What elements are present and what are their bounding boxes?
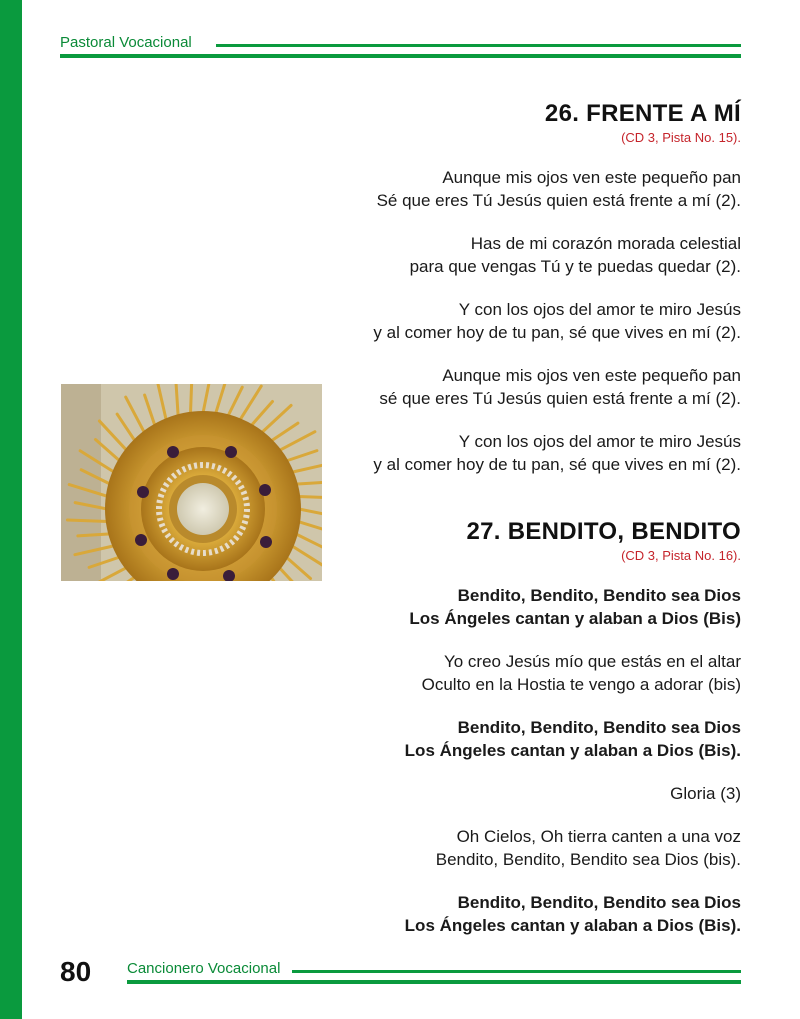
monstrance-ray — [190, 384, 192, 414]
stanza — [373, 232, 741, 278]
stanza — [373, 166, 741, 212]
lyric-line: Bendito, Bendito, Bendito sea Dios — [457, 718, 741, 737]
footer-rule-lower — [127, 980, 741, 984]
stanza — [405, 650, 741, 696]
stanza — [405, 825, 741, 871]
page-number: 80 — [60, 956, 92, 987]
lyric-line: Oculto en la Hostia te vengo a adorar (bis) — [421, 675, 741, 694]
lyric-line: para que vengas Tú y te puedas quedar (2). — [409, 257, 741, 276]
chorus-stanza — [405, 891, 741, 937]
lyric-line: Los Ángeles cantan y alaban a Dios (Bis). — [404, 916, 741, 935]
lyric-line: Has de mi corazón morada celestial — [470, 234, 741, 253]
monstrance-ray — [296, 482, 322, 484]
stanza — [405, 782, 741, 805]
lyric-line: Bendito, Bendito, Bendito sea Dios (bis). — [435, 850, 741, 869]
lyric-line: Yo creo Jesús mío que estás en el altar — [443, 652, 741, 671]
chorus-stanza — [405, 584, 741, 630]
monstrance-ray — [78, 534, 110, 536]
monstrance-photo — [61, 384, 322, 581]
lyric-line: Los Ángeles cantan y alaban a Dios (Bis). — [404, 741, 741, 760]
monstrance-icon — [61, 384, 322, 581]
lyric-line: Bendito, Bendito, Bendito sea Dios — [457, 586, 741, 605]
lyric-line: Oh Cielos, Oh tierra canten a una voz — [456, 827, 741, 846]
lyric-line: Aunque mis ojos ven este pequeño pan — [442, 366, 741, 385]
song-27 — [405, 518, 741, 937]
monstrance-ray — [67, 520, 107, 522]
footer-rule — [292, 970, 741, 973]
chorus-stanza — [405, 716, 741, 762]
song-title: 27. BENDITO, BENDITO — [466, 518, 741, 545]
song-26 — [373, 100, 741, 476]
footer-title: Cancionero Vocacional — [127, 960, 281, 977]
lyric-line: y al comer hoy de tu pan, sé que vives en mí (2). — [373, 455, 741, 474]
song-reference: (CD 3, Pista No. 15). — [621, 130, 741, 145]
monstrance-ray — [298, 496, 322, 498]
lyric-line: y al comer hoy de tu pan, sé que vives en mí (2). — [373, 323, 741, 342]
lyric-line: Gloria (3) — [670, 784, 741, 803]
stanza — [373, 430, 741, 476]
lyric-line: Y con los ojos del amor te miro Jesús — [458, 432, 741, 451]
header-title: Pastoral Vocacional — [60, 34, 192, 51]
song-reference: (CD 3, Pista No. 16). — [621, 548, 741, 563]
stanza — [373, 298, 741, 344]
lyric-line: Y con los ojos del amor te miro Jesús — [458, 300, 741, 319]
lyric-line: Los Ángeles cantan y alaban a Dios (Bis) — [409, 609, 741, 628]
monstrance-ray — [176, 384, 178, 416]
header-rule — [216, 44, 741, 47]
lyric-line: Sé que eres Tú Jesús quien está frente a mí (2). — [376, 191, 741, 210]
lyric-line: Aunque mis ojos ven este pequeño pan — [442, 168, 741, 187]
left-accent-stripe — [0, 0, 22, 1019]
lyric-line: Bendito, Bendito, Bendito sea Dios — [457, 893, 741, 912]
stanza — [373, 364, 741, 410]
lyric-line: sé que eres Tú Jesús quien está frente a mí (2). — [379, 389, 741, 408]
song-title: 26. FRENTE A MÍ — [544, 100, 741, 127]
header-rule-lower — [60, 54, 741, 58]
